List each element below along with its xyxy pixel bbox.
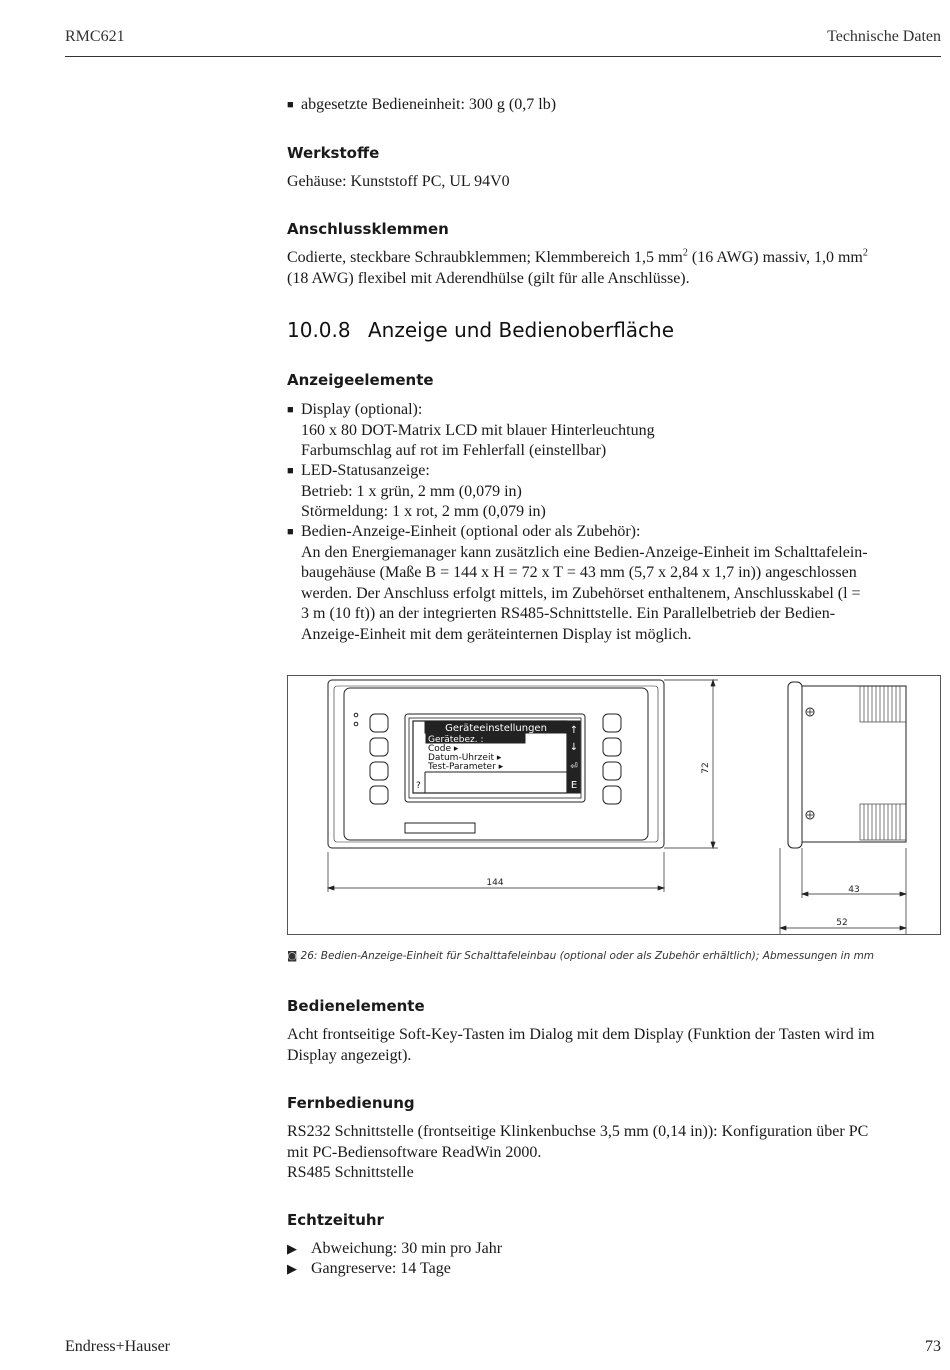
section-heading: 10.0.8 Anzeige und Bedienoberfläche (287, 318, 675, 342)
soft-key-left-3 (370, 762, 388, 780)
triangle-bullet-icon: ▶ (287, 1241, 297, 1256)
bullet-square-icon: ■ (287, 526, 294, 538)
bullet-square-icon: ■ (287, 99, 294, 111)
dim-height (664, 680, 718, 848)
bullet-square-icon: ■ (287, 465, 294, 477)
soft-key-left-1 (370, 714, 388, 732)
label-slot (405, 823, 475, 833)
dim-total-label: 52 (836, 918, 848, 928)
header-section-name: Technische Daten (827, 28, 941, 45)
heading-werkstoffe: Werkstoffe (287, 144, 380, 162)
header-doc-code: RMC621 (65, 28, 125, 45)
werkstoffe-text: Gehäuse: Kunststoff PC, UL 94V0 (287, 173, 510, 190)
technical-drawing (288, 676, 940, 934)
dim-height-label: 72 (701, 762, 711, 774)
lcd-help-icon: ? (416, 781, 421, 791)
lcd-esc-icon: E (570, 780, 578, 791)
heading-bedienelemente: Bedienelemente (287, 997, 425, 1015)
dim-width-label: 144 (486, 878, 504, 888)
bedien-text: Acht frontseitige Soft-Key-Tasten im Dialog mit dem Display (Funktion der Tasten wird im Display angezeigt). (287, 1026, 875, 1064)
side-clamp-bottom (860, 804, 906, 840)
side-housing (802, 686, 906, 842)
dim-depth-label: 43 (848, 885, 860, 895)
soft-key-left-4 (370, 786, 388, 804)
header-rule (65, 56, 941, 57)
anschluss-text: Codierte, steckbare Schraubklemmen; Klemmbereich 1,5 $mm^2$ (16 AWG) massiv, 1,0 $mm^2$ (18 AWG) flexibel mit Aderendhülse (gilt für alle Anschlüsse). (287, 247, 868, 287)
lcd-line-3: Datum-Uhrzeit ▸ (428, 753, 502, 763)
lcd-up-icon: ↑ (569, 725, 579, 736)
lcd-line-1: Gerätebez. : (428, 735, 484, 745)
dim-width (328, 852, 664, 892)
heading-anzeigeelemente: Anzeigeelemente (287, 371, 434, 389)
lcd-line-4: Test-Parameter ▸ (428, 762, 504, 772)
lcd-line-2: Code ▸ (428, 744, 459, 754)
soft-key-right-1 (603, 714, 621, 732)
front-view (328, 680, 664, 848)
figure-caption: ◙ 26: Bedien-Anzeige-Einheit für Schalttafeleinbau (optional oder als Zubehör erhältlich); Abmessungen in mm (287, 950, 875, 962)
figure-icon: ◙ (287, 950, 298, 962)
soft-key-right-3 (603, 762, 621, 780)
footer-company: Endress+Hauser (65, 1338, 170, 1355)
heading-fernbedienung: Fernbedienung (287, 1094, 415, 1112)
side-view (788, 682, 906, 848)
soft-key-right-2 (603, 738, 621, 756)
led-icon (354, 722, 358, 726)
fern-text: RS232 Schnittstelle (frontseitige Klinkenbuchse 3,5 mm (0,14 in)): Konfiguration über PC mit PC-Bediensoftware ReadWin 2000. RS485 Schnittstelle (287, 1123, 869, 1181)
heading-anschlussklemmen: Anschlussklemmen (287, 220, 449, 238)
soft-key-left-2 (370, 738, 388, 756)
heading-echtzeituhr: Echtzeituhr (287, 1211, 384, 1229)
soft-key-right-4 (603, 786, 621, 804)
lcd-title: Geräteeinstellungen (445, 723, 547, 734)
triangle-bullet-icon: ▶ (287, 1261, 297, 1276)
side-bezel (788, 682, 802, 848)
lcd-down-icon: ↓ (569, 742, 579, 753)
bullet-square-icon: ■ (287, 404, 294, 416)
page-number: 73 (925, 1338, 941, 1355)
lcd-enter-icon: ⏎ (570, 762, 578, 772)
dim-depth (780, 848, 906, 934)
figure-panel-drawing (287, 675, 941, 935)
side-clamp-top (860, 686, 906, 722)
led-icon (354, 713, 358, 717)
